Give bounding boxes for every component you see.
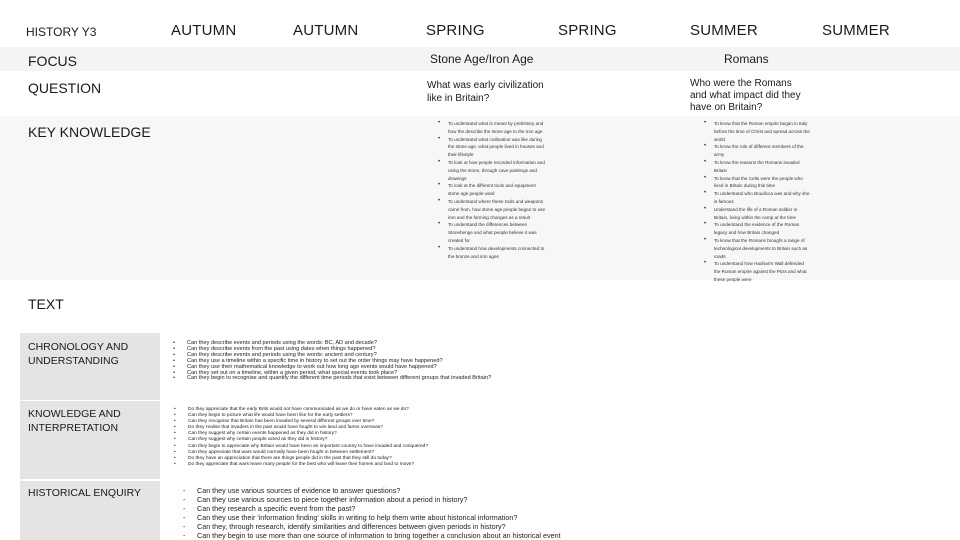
enquiry-item: - Can they use their 'information finding' skills in writing to help them write about historical information?	[197, 513, 657, 522]
knowledge-item: • Do they appreciate that wars leave many people for the best who will leave their homes and land to move?	[188, 462, 708, 468]
key-knowledge-item: • To understand what is meant by prehistory and how the describe the stone age to the iron age	[448, 120, 548, 136]
knowledge-item: • Can they suggest why certain people acted as they did in history?	[188, 437, 708, 443]
title-cell	[20, 14, 160, 50]
question-summer: Who were the Romans and what impact did they have on Britain?	[690, 78, 801, 113]
key-knowledge-item: • To know that the Roman empire began in Italy before the time of Christ and spread across the world	[714, 120, 810, 143]
focus-spring: Stone Age/Iron Age	[430, 52, 534, 66]
key-knowledge-item: • To understand the differences between Stonehenge and what people believe it was created for	[448, 221, 548, 244]
column-autumn-2: AUTUMN	[293, 22, 359, 39]
knowledge-label: KNOWLEDGE AND INTERPRETATION	[28, 408, 121, 434]
knowledge-list	[174, 407, 708, 468]
knowledge-item: • Do they appreciate that the early Brits would not have communicated as we do or have eaten as we do?	[188, 407, 708, 413]
knowledge-item: • Do they have an appreciation that there are things people did in the past that they still do today?	[188, 456, 708, 462]
key-knowledge-item: • To understand where these tools and weapons came from, how stone age people began to use iron and the farming changes as a result	[448, 198, 548, 221]
focus-label: FOCUS	[28, 53, 77, 69]
chronology-item: • Can they describe events from the past using dates when things happened?	[187, 347, 687, 353]
chronology-item: • Can they begin to recognise and quantify the different time periods that exist between different groups that invaded Britain?	[187, 376, 687, 382]
key-knowledge-label: KEY KNOWLEDGE	[28, 124, 151, 140]
enquiry-list	[183, 486, 657, 540]
key-knowledge-item: • To understand the evidence of the Roman legacy and how Britain changed	[714, 221, 810, 237]
chronology-item: • Can they describe events and periods using the words: BC, AD and decade?	[187, 341, 687, 347]
key-knowledge-summer-list	[704, 120, 810, 284]
key-knowledge-item: • To look at the different tools and equipment stone age people used	[448, 182, 548, 198]
knowledge-item: • Can they recognise that Britain has been invaded by several different groups over time?	[188, 419, 708, 425]
enquiry-label: HISTORICAL ENQUIRY	[28, 487, 141, 499]
key-knowledge-item: • To know that the Romans brought a range of technological developments to Britain such as roads	[714, 237, 810, 260]
knowledge-item: • Can they begin to picture what life would have been like for the early settlers?	[188, 413, 708, 419]
key-knowledge-item: • To understand what civilisation was like during the stone age, what people lived in houses and their lifestyle	[448, 136, 548, 159]
question-spring: What was early civilization like in Britain?	[427, 80, 544, 104]
enquiry-item: - Can they use various sources to piece together information about a period in history?	[197, 495, 657, 504]
enquiry-item: - Can they use various sources of evidence to answer questions?	[197, 486, 657, 495]
key-knowledge-item: • To know the role of different members of the army	[714, 143, 810, 159]
text-label: TEXT	[28, 296, 64, 312]
grid-title: HISTORY Y3	[26, 25, 97, 39]
key-knowledge-item: • To understand who Boudicca was and why she is famous	[714, 190, 810, 206]
chronology-label: CHRONOLOGY AND UNDERSTANDING	[28, 341, 129, 367]
knowledge-item: • Can they suggest why certain events happened as they did in history?	[188, 431, 708, 437]
knowledge-item: • Can they appreciate that wars would normally have been fought in between settlement?	[188, 450, 708, 456]
chronology-item: • Can they describe events and periods using the words: ancient and century?	[187, 353, 687, 359]
key-knowledge-item: • Understand the life of a Roman soldier in Britain, living within the camp at the time	[714, 206, 810, 222]
question-label: QUESTION	[28, 80, 102, 96]
column-spring-2: SPRING	[558, 22, 617, 39]
column-summer-1: SUMMER	[690, 22, 758, 39]
key-knowledge-item: • To know that the Celts were the people who lived in Britain during this time	[714, 175, 810, 191]
chronology-item: • Can they use a timeline within a specific time in history to set out the order things may have happened?	[187, 359, 687, 365]
column-autumn-1: AUTUMN	[171, 22, 237, 39]
key-knowledge-item: • To understand how Hadrian's Wall defended the Roman empire against the Picts and what these people were	[714, 260, 810, 283]
chronology-item: • Can they use their mathematical knowledge to work out how long ago events would have happened?	[187, 365, 687, 371]
column-summer-2: SUMMER	[822, 22, 890, 39]
enquiry-item: - Can they begin to use more than one source of information to bring together a conclusion about an historical event	[197, 531, 657, 540]
focus-summer: Romans	[724, 52, 769, 66]
enquiry-item: - Can they, through research, identify similarities and differences between given periods in history?	[197, 522, 657, 531]
chronology-list	[173, 341, 687, 382]
key-knowledge-item: • To look at how people recorded information and using the stone, through cave paintings and drawings	[448, 159, 548, 182]
knowledge-item: • Do they realise that invaders in the past would have fought to win land and farms overseas?	[188, 425, 708, 431]
key-knowledge-item: • To understand how developments connected to the bronze and iron ages	[448, 245, 548, 261]
knowledge-item: • Can they begin to appreciate why Britain would have been an important country to have invaded and conquered?	[188, 444, 708, 450]
column-spring-1: SPRING	[426, 22, 485, 39]
chronology-item: • Can they set out on a timeline, within a given period, what special events took place?	[187, 371, 687, 377]
enquiry-item: - Can they research a specific event from the past?	[197, 504, 657, 513]
key-knowledge-spring-list	[438, 120, 548, 260]
key-knowledge-item: • To know the reasons the Romans invaded Britain	[714, 159, 810, 175]
